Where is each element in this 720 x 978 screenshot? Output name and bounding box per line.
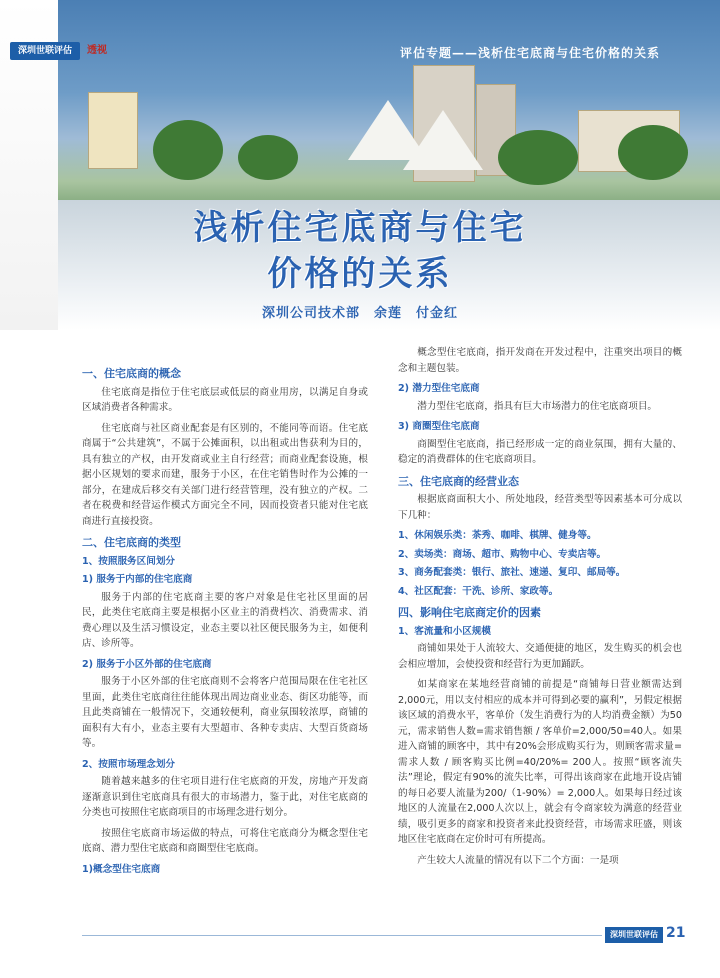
paragraph: 如某商家在某地经营商铺的前提是“商铺每日营业额需达到 2,000元，用以支付相应的成本并可得到必要的赢利”，另假定根据该区域的消费水平，客单价（发生消费行为的人均消费金额）为50元，需求销售人数=需求销售额 / 客单价=2,000/50=40人。如果进入商铺的顾客中，其中有20%会形成购买行为，则顾客需求量=需求人数 / 顾客购买比例=40/20%= 200人。按照“顾客流失法”理论，假定有90%的流失比率，可得出该商家在此地开设店铺的每日必要人流量为200/（1-90%）= 2,000人。如果每日经过该地区的人流量在2,000人次以上，就会有令商家较为满意的经营业绩，吸引更多的商家和投资者来此投资经营，市场需求旺盛，则该地区住宅底商在定价时可有所提高。 [398,679,682,845]
right-column [398,345,682,873]
subsection-heading: 2) 服务于小区外部的住宅底商 [82,658,212,670]
subsection-heading: 1) 服务于内部的住宅底商 [82,574,193,585]
page-footer [0,925,720,955]
paragraph: 按照住宅底商市场运做的特点，可将住宅底商分为概念型住宅底商、潜力型住宅底商和商圈型住宅底商。 [82,827,368,854]
subsection-heading: 1、按照服务区间划分 [82,555,176,567]
title-line-2: 价格的关系 [267,254,453,294]
title-line-1: 浅析住宅底商与住宅 [193,208,527,248]
tree-illustration [618,125,688,180]
building-illustration [88,92,138,169]
page-number: 21 [666,925,686,941]
magazine-logo [10,42,107,60]
paragraph: 根据底商面积大小、所处地段，经营类型等因素基本可分成以下几种： [398,494,682,521]
paragraph: 服务于小区外部的住宅底商则不会将客户范围局限在住宅社区里面，此类住宅底商往往能体现出周边商业业态、街区功能等，而且此类商铺在一般情况下，交通较便利，商业氛围较浓厚，商铺的面积有大有小，业态主要有大型超市、各种专卖店、大型百货商场等。 [82,676,368,749]
tree-illustration [153,120,223,180]
paragraph: 随着越来越多的住宅项目进行住宅底商的开发，房地产开发商逐渐意识到住宅底商具有很大的市场潜力，鉴于此，对住宅底商的分类也可按照住宅底商项目的市场理念进行划分。 [82,776,368,818]
logo-tag: 透视 [87,45,107,56]
section-heading: 四、影响住宅底商定价的因素 [398,606,541,619]
list-item: 1、休闲娱乐类：茶秀、咖啡、棋牌、健身等。 [398,530,597,541]
tree-illustration [498,130,578,185]
paragraph: 商铺如果处于人流较大、交通便捷的地区，发生购买的机会也会相应增加，会使投资和经营行为更加踊跃。 [398,643,682,670]
tree-illustration [238,135,298,180]
footer-logo: 深圳世联评估 [605,927,663,943]
section-heading: 三、住宅底商的经营业态 [398,474,519,488]
paragraph: 概念型住宅底商，指开发商在开发过程中，注重突出项目的概念和主题包装。 [398,347,682,374]
list-item: 2、卖场类：商场、超市、购物中心、专卖店等。 [398,548,607,560]
paragraph: 商圈型住宅底商，指已经形成一定的商业氛围，拥有大量的、稳定的消费群体的住宅底商项目。 [398,438,682,465]
list-item: 3、商务配套类：银行、旅社、速递、复印、邮局等。 [398,567,626,578]
left-column [82,360,368,879]
list-item: 4、社区配套：干洗、诊所、家政等。 [398,585,559,597]
header-bar [0,40,720,64]
paragraph: 产生较大人流量的情况有以下二个方面：一是项 [417,854,619,866]
tent-illustration [403,110,483,170]
article-title [0,205,720,297]
article-authors: 深圳公司技术部 余莲 付金红 [261,306,458,321]
subsection-heading: 1、客流量和小区规模 [398,625,492,637]
subsection-heading: 2、按照市场理念划分 [82,758,176,770]
section-heading: 一、住宅底商的概念 [82,367,181,380]
series-title: 评估专题——浅析住宅底商与住宅价格的关系 [399,46,660,60]
paragraph: 服务于内部的住宅底商主要的客户对象是住宅社区里面的居民，此类住宅底商主要是根据小区业主的消费档次、消费需求、消费心理以及生活习惯设定，业态主要以社区便民服务为主，如便利店、诊所等。 [82,591,368,649]
logo-text: 深圳世联评估 [17,46,72,56]
section-heading: 二、住宅底商的类型 [82,536,181,549]
subsection-heading: 1)概念型住宅底商 [82,863,161,875]
footer-divider [82,935,602,936]
paragraph: 住宅底商是指位于住宅底层或低层的商业用房，以满足自身或区域消费者各种需求。 [82,386,368,413]
paragraph: 住宅底商与社区商业配套是有区别的，不能同等而语。住宅底商属于“公共建筑”，不属于公摊面积，以出租或出售获利为目的，具有独立的产权，由开发商或业主自行经营；而商业配套设施，根据小区规划的要求而建，服务于小区，在住宅销售时作为公摊的一部分，在建成后移交有关部门进行经营管理，没有独立的产权。二者在税费和经营运作模式方面完全不同，因而投资者只能对住宅底商进行直接投资。 [82,422,368,527]
subsection-heading: 3) 商圈型住宅底商 [398,421,480,432]
subsection-heading: 2) 潜力型住宅底商 [398,383,480,394]
paragraph: 潜力型住宅底商，指具有巨大市场潜力的住宅底商项目。 [417,400,658,412]
